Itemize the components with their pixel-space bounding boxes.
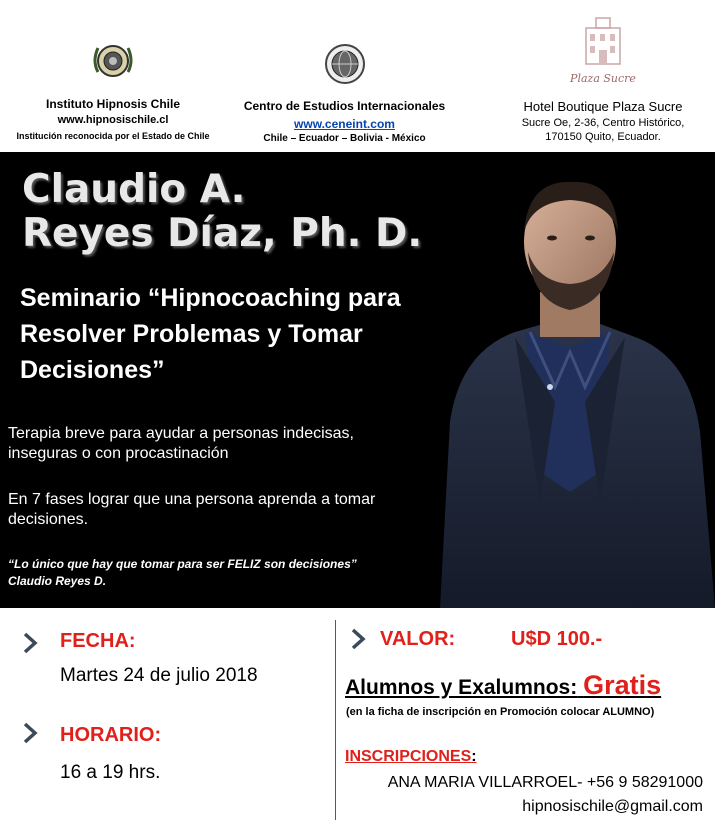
fecha-value: Martes 24 de julio 2018 <box>60 665 258 686</box>
alumnos-text: Alumnos y Exalumnos: <box>345 676 578 699</box>
contact-email[interactable]: hipnosischile@gmail.com <box>522 798 703 815</box>
org-center-website-link[interactable]: www.ceneint.com <box>294 117 395 131</box>
quote-author: Claudio Reyes D. <box>8 574 107 588</box>
horario-label: HORARIO: <box>60 724 162 746</box>
alumnos-line <box>345 670 661 701</box>
org-ceneint <box>222 42 467 144</box>
org-left-website[interactable]: www.hipnosischile.cl <box>57 114 169 126</box>
quote-text: “Lo único que hay que tomar para ser FELIZ son decisiones” <box>8 557 357 571</box>
org-instituto-hipnosis <box>8 38 218 141</box>
speaker-name <box>22 168 422 256</box>
chevron-right-icon <box>20 632 40 654</box>
chevron-right-icon <box>348 628 368 650</box>
valor-price: U$D 100.- <box>511 628 603 650</box>
globe-seal-icon <box>323 42 367 86</box>
contact-phone: ANA MARIA VILLARROEL- +56 9 58291000 <box>387 774 703 791</box>
org-right-name: Hotel Boutique Plaza Sucre <box>523 99 683 114</box>
inscripciones-heading: INSCRIPCIONES: <box>345 748 477 765</box>
details-section <box>0 608 715 825</box>
inscripciones-label: INSCRIPCIONES <box>345 748 472 765</box>
laurel-seal-icon <box>90 38 136 84</box>
description-paragraph-1: Terapia breve para ayudar a personas indecisas, inseguras o con procastinación <box>8 425 354 462</box>
org-left-tagline: Institución reconocida por el Estado de Chile <box>16 131 210 141</box>
speaker-name-line-2: Reyes Díaz, Ph. D. <box>22 211 423 256</box>
hero-band <box>0 152 715 608</box>
chevron-right-icon <box>20 722 40 744</box>
org-right-address-1: Sucre Oe, 2-36, Centro Histórico, <box>521 117 685 129</box>
hotel-building-logo-icon <box>568 14 638 76</box>
org-left-name: Instituto Hipnosis Chile <box>46 97 180 111</box>
org-hotel <box>498 14 708 143</box>
quote-block <box>8 556 357 590</box>
column-divider <box>335 620 336 820</box>
horario-value: 16 a 19 hrs. <box>60 762 161 783</box>
org-right-address-2: 170150 Quito, Ecuador. <box>545 131 661 143</box>
speaker-name-line-1: Claudio A. <box>22 167 246 212</box>
header <box>0 0 715 152</box>
hotel-logo-text: Plaza Sucre <box>570 72 636 85</box>
description-paragraph-2: En 7 fases lograr que una persona aprenda a tomar decisiones. <box>8 491 376 528</box>
seminar-title: Seminario “Hipnocoaching para Resolver Problemas y Tomar Decisiones” <box>20 284 401 384</box>
fecha-label: FECHA: <box>60 630 136 652</box>
alumnos-note: (en la ficha de inscripción en Promoción colocar ALUMNO) <box>346 706 655 718</box>
org-center-countries: Chile – Ecuador – Bolivia - México <box>263 133 426 144</box>
speaker-photo-icon <box>420 172 715 608</box>
valor-label: VALOR: <box>380 628 456 650</box>
org-center-name: Centro de Estudios Internacionales <box>243 99 446 113</box>
alumnos-free: Gratis <box>583 670 662 700</box>
